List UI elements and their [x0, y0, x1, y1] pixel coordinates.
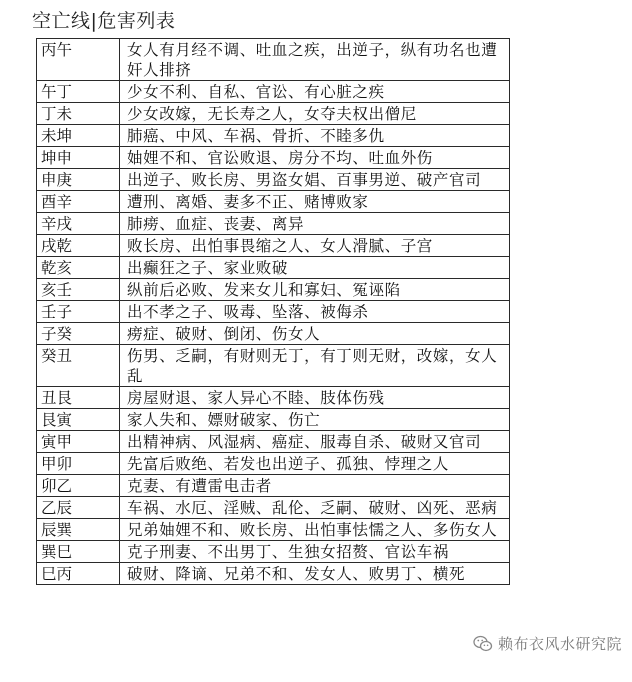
- row-name: 乾亥: [37, 257, 120, 279]
- row-description: 出精神病、风湿病、癌症、服毒自杀、破财又官司: [120, 431, 510, 453]
- row-name: 癸丑: [37, 345, 120, 387]
- watermark-text: 赖布衣风水研究院: [497, 635, 622, 653]
- row-description: 伤男、乏嗣，有财则无丁，有丁则无财，改嫁，女人乱: [120, 345, 510, 387]
- row-description: 痨症、破财、倒闭、伤女人: [120, 323, 510, 345]
- table-row: [37, 169, 510, 191]
- watermark: [473, 634, 622, 654]
- table-row: [37, 81, 510, 103]
- row-description: 女人有月经不调、吐血之疾，出逆子，纵有功名也遭奸人排挤: [120, 39, 510, 81]
- row-name: 丁未: [37, 103, 120, 125]
- row-name: 辰巽: [37, 519, 120, 541]
- row-description: 克妻、有遭雷电击者: [120, 475, 510, 497]
- row-description: 遭刑、离婚、妻多不正、赌博败家: [120, 191, 510, 213]
- row-name: 亥壬: [37, 279, 120, 301]
- table-body: [37, 39, 510, 585]
- row-description: 败长房、出怕事畏缩之人、女人滑腻、子宫: [120, 235, 510, 257]
- table-row: [37, 497, 510, 519]
- row-description: 肺癌、中风、车祸、骨折、不睦多仇: [120, 125, 510, 147]
- row-name: 丑艮: [37, 387, 120, 409]
- table-row: [37, 519, 510, 541]
- row-description: 出逆子、败长房、男盗女娼、百事男逆、破产官司: [120, 169, 510, 191]
- row-name: 申庚: [37, 169, 120, 191]
- row-name: 子癸: [37, 323, 120, 345]
- row-name: 甲卯: [37, 453, 120, 475]
- table-row: [37, 431, 510, 453]
- table-row: [37, 125, 510, 147]
- row-description: 房屋财退、家人异心不睦、肢体伤残: [120, 387, 510, 409]
- row-name: 坤申: [37, 147, 120, 169]
- row-description: 破财、降谪、兄弟不和、发女人、败男丁、横死: [120, 563, 510, 585]
- table-row: [37, 235, 510, 257]
- row-name: 乙辰: [37, 497, 120, 519]
- table-row: [37, 387, 510, 409]
- row-name: 卯乙: [37, 475, 120, 497]
- row-name: 辛戌: [37, 213, 120, 235]
- row-description: 先富后败绝、若发也出逆子、孤独、悖理之人: [120, 453, 510, 475]
- row-description: 出不孝之子、吸毒、坠落、被侮杀: [120, 301, 510, 323]
- row-description: 少女改嫁，无长寿之人，女夺夫权出僧尼: [120, 103, 510, 125]
- table-row: [37, 541, 510, 563]
- row-name: 未坤: [37, 125, 120, 147]
- hazard-table: [36, 38, 510, 585]
- row-name: 巽巳: [37, 541, 120, 563]
- row-description: 纵前后必败、发来女儿和寡妇、冤诬陷: [120, 279, 510, 301]
- table-row: [37, 191, 510, 213]
- row-description: 家人失和、嫖财破家、伤亡: [120, 409, 510, 431]
- table-row: [37, 103, 510, 125]
- page-title: 空亡线|危害列表: [32, 10, 176, 32]
- row-name: 壬子: [37, 301, 120, 323]
- row-description: 少女不利、自私、官讼、有心脏之疾: [120, 81, 510, 103]
- table-row: [37, 409, 510, 431]
- row-name: 巳丙: [37, 563, 120, 585]
- row-name: 戌乾: [37, 235, 120, 257]
- row-name: 午丁: [37, 81, 120, 103]
- table-row: [37, 345, 510, 387]
- table-row: [37, 563, 510, 585]
- row-name: 艮寅: [37, 409, 120, 431]
- table-row: [37, 323, 510, 345]
- row-name: 酉辛: [37, 191, 120, 213]
- row-description: 出癫狂之子、家业败破: [120, 257, 510, 279]
- table-row: [37, 475, 510, 497]
- row-description: 肺痨、血症、丧妻、离异: [120, 213, 510, 235]
- table-row: [37, 301, 510, 323]
- wechat-icon: [473, 635, 493, 653]
- row-description: 妯娌不和、官讼败退、房分不均、吐血外伤: [120, 147, 510, 169]
- table-row: [37, 39, 510, 81]
- table-row: [37, 453, 510, 475]
- row-description: 兄弟妯娌不和、败长房、出怕事怯懦之人、多伤女人: [120, 519, 510, 541]
- row-description: 克子刑妻、不出男丁、生独女招赘、官讼车祸: [120, 541, 510, 563]
- table-row: [37, 279, 510, 301]
- table-row: [37, 147, 510, 169]
- table-row: [37, 213, 510, 235]
- table-row: [37, 257, 510, 279]
- row-name: 丙午: [37, 39, 120, 81]
- row-name: 寅甲: [37, 431, 120, 453]
- row-description: 车祸、水厄、淫贼、乱伦、乏嗣、破财、凶死、恶病: [120, 497, 510, 519]
